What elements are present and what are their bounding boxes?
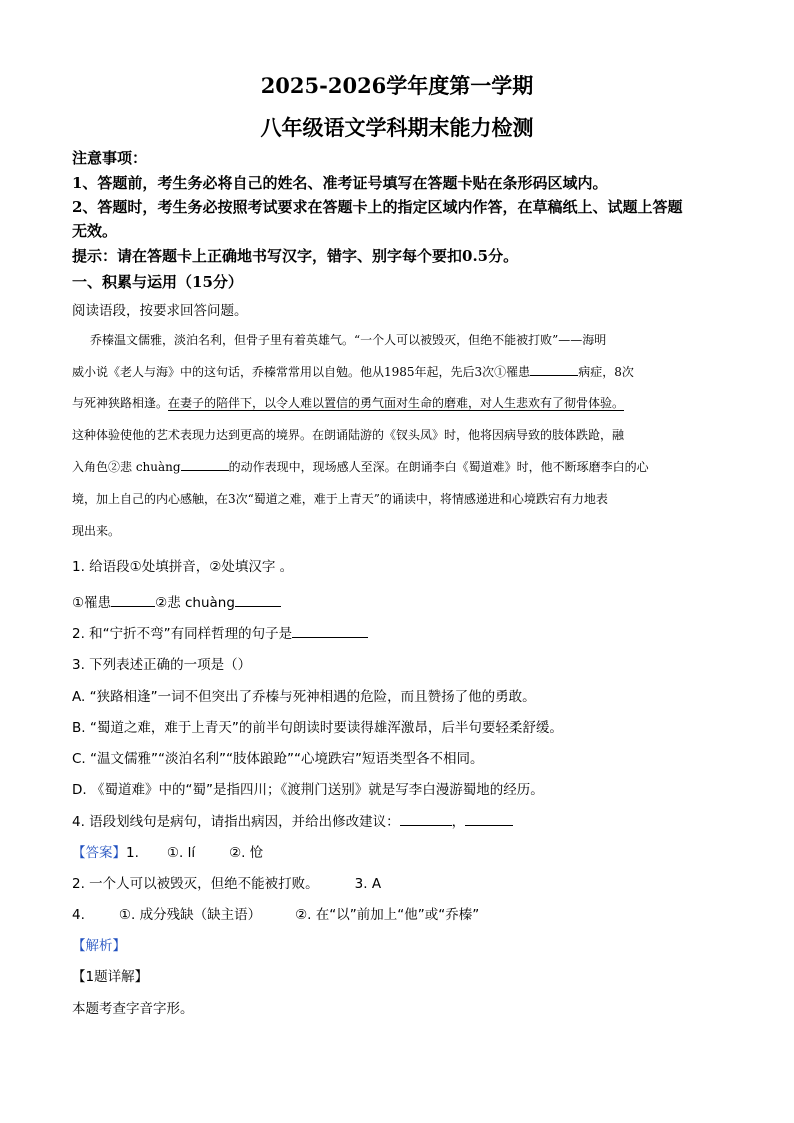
q1-blank-a — [111, 594, 155, 607]
passage-line-4: 这种体验使他的艺术表现力达到更高的境界。在朗诵陆游的《钗头凤》时，他将因病导致的肢体跌跄，融 — [72, 428, 625, 442]
blank-1 — [530, 363, 578, 376]
q1-blank-label-a: ①罹患 — [72, 595, 112, 611]
answer-row-4 — [72, 903, 479, 923]
question-1: 1. 给语段①处填拼音，②处填汉字 。 — [72, 559, 294, 575]
analysis-label: 【解析】 — [72, 938, 126, 954]
section-instruction: 阅读语段，按要求回答问题。 — [72, 303, 248, 319]
passage-line-6: 境，加上自己的内心感触，在3次“蜀道之难，难于上青天”的诵读中，将情感递进和心境跌宕有力地表 — [72, 492, 608, 506]
exam-title-term: 2025-2026学年度第一学期 — [260, 73, 534, 98]
answer-4-num: 4. — [72, 907, 85, 923]
passage-line-3 — [72, 394, 624, 411]
notice-item-2a: 2、答题时，考生务必按照考试要求在答题卡上的指定区域内作答，在草稿纸上、试题上答题 — [72, 198, 683, 216]
q4-blank-b — [465, 813, 513, 826]
question-1-blanks — [72, 591, 281, 611]
q4-separator: ， — [451, 814, 466, 830]
q4-blank-a — [400, 813, 452, 826]
exam-title-subject: 八年级语文学科期末能力检测 — [260, 115, 534, 140]
answer-4-part-1: ①. 成分残缺（缺主语） — [118, 907, 262, 923]
passage-line-1: 乔榛温文儒雅，淡泊名利，但骨子里有着英雄气。“一个人可以被毁灭，但绝不能被打败”——海明 — [90, 333, 607, 347]
passage-line-5 — [72, 458, 649, 475]
notice-tip: 提示：请在答题卡上正确地书写汉字，错字、别字每个要扣0.5分。 — [72, 247, 519, 265]
answer-2: 2. 一个人可以被毁灭，但绝不能被打败。 — [72, 876, 319, 892]
passage-line-2 — [72, 363, 634, 380]
passage-line-2a: 威小说《老人与海》中的这句话，乔榛常常用以自勉。他从1985年起，先后3次①罹患 — [72, 365, 531, 379]
notice-item-2b: 无效。 — [72, 222, 118, 240]
answer-row-2 — [72, 872, 381, 892]
answer-row-1 — [72, 841, 263, 861]
blank-2 — [181, 458, 229, 471]
passage-line-5b: 的动作表现中，现场感人至深。在朗诵李白《蜀道难》时，他不断琢磨李白的心 — [228, 460, 649, 474]
option-d: D. 《蜀道难》中的“蜀”是指四川；《渡荆门送别》就是写李白漫游蜀地的经历。 — [72, 782, 544, 798]
section-heading: 一、积累与运用（15分） — [72, 273, 243, 291]
passage-line-5a: 入角色②悲 chuàng — [72, 460, 181, 474]
answer-4-part-2: ②. 在“以”前加上“他”或“乔榛” — [295, 907, 480, 923]
notice-item-1: 1、答题前，考生务必将自己的姓名、准考证号填写在答题卡贴在条形码区域内。 — [72, 174, 608, 192]
underlined-sentence: 在妻子的陪伴下，以令人难以置信的勇气面对生命的磨难，对人生悲欢有了彻骨体验。 — [168, 396, 625, 410]
question-4 — [72, 810, 513, 830]
question-3: 3. 下列表述正确的一项是（） — [72, 657, 252, 673]
notice-heading: 注意事项： — [72, 149, 148, 167]
passage-line-7: 现出来。 — [72, 524, 121, 538]
answer-1-part-1: ①. lí — [166, 845, 196, 861]
q1-blank-b — [235, 594, 281, 607]
analysis-text: 本题考查字音字形。 — [72, 1001, 194, 1017]
question-2-text: 2. 和“宁折不弯”有同样哲理的句子是 — [72, 626, 293, 642]
answer-1-part-2: ②. 怆 — [229, 845, 264, 861]
question-4-text: 4. 语段划线句是病句，请指出病因，并给出修改建议： — [72, 814, 400, 830]
option-b: B. “蜀道之难，难于上青天”的前半句朗读时要读得雄浑激昂，后半句要轻柔舒缓。 — [72, 720, 563, 736]
passage-line-2b: 病症，8次 — [578, 365, 634, 379]
passage-line-3a: 与死神狭路相逢。 — [72, 396, 169, 410]
analysis-sub-heading: 【1题详解】 — [72, 969, 149, 985]
answer-label: 【答案】 — [72, 845, 126, 861]
q1-blank-label-b: ②悲 chuàng — [155, 595, 235, 611]
question-2 — [72, 622, 368, 642]
answer-1-num: 1. — [126, 845, 139, 861]
answer-3: 3. A — [354, 876, 382, 892]
option-a: A. “狭路相逢”一词不但突出了乔榛与死神相遇的危险，而且赞扬了他的勇敢。 — [72, 689, 536, 705]
option-c: C. “温文儒雅”“淡泊名利”“肢体踉跄”“心境跌宕”短语类型各不相同。 — [72, 751, 484, 767]
q2-blank — [292, 625, 368, 638]
